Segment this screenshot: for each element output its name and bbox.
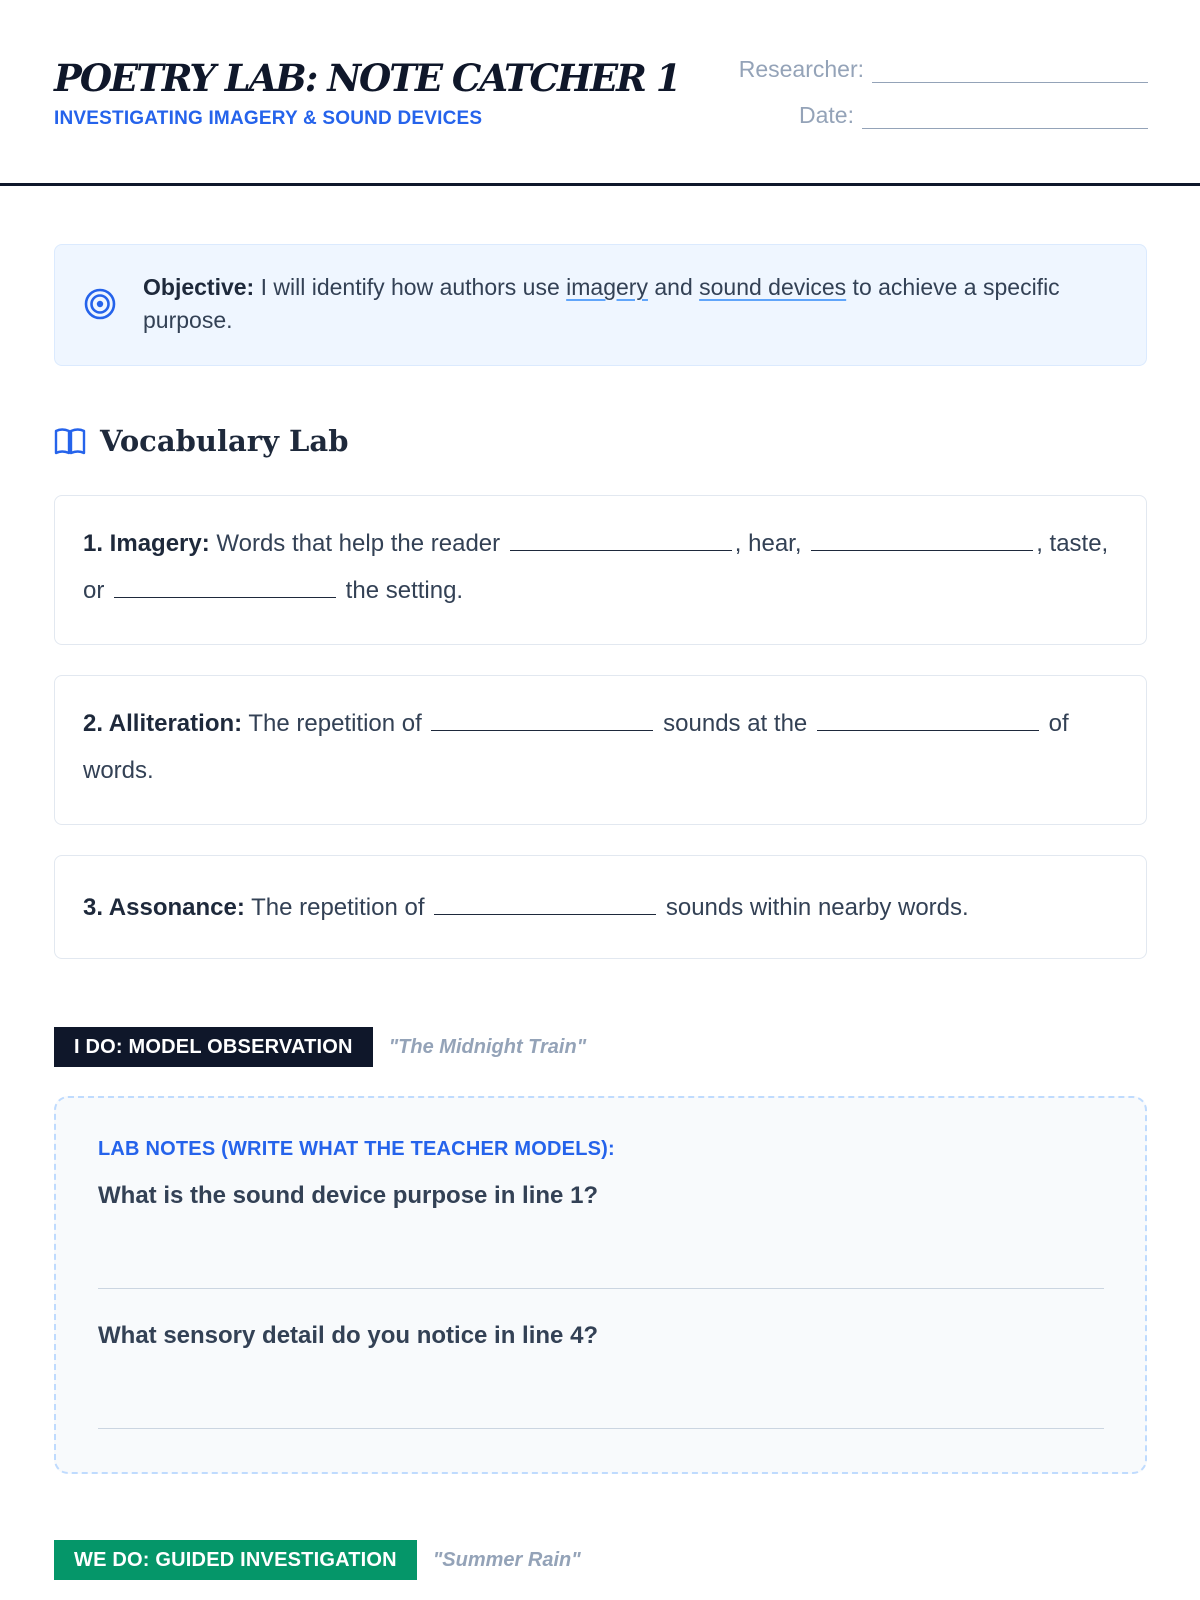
book-icon [54,427,86,455]
i-do-header [54,1027,586,1067]
we-do-header [54,1540,581,1580]
researcher-label: Researcher: [738,56,864,82]
date-input-line[interactable] [862,106,1148,129]
fill-blank[interactable] [817,708,1039,731]
fill-blank[interactable] [434,892,656,915]
lab-notes-label: LAB NOTES (WRITE WHAT THE TEACHER MODELS): [98,1138,615,1160]
objective-text-part: I will identify how authors use [254,274,567,300]
vocab-text: The repetition of [242,710,429,737]
vocab-card-alliteration [54,675,1147,825]
vocab-text: sounds at the [656,710,814,737]
answer-line-1[interactable] [98,1288,1104,1289]
fill-blank[interactable] [811,528,1033,551]
vocab-term: 1. Imagery: [83,530,210,557]
target-icon [83,287,117,321]
researcher-field [739,56,1148,83]
vocab-text: , hear, [734,530,809,557]
objective-text-part: to achieve a specific purpose. [143,274,1060,333]
date-field [799,102,1148,129]
i-do-poem-title: "The Midnight Train" [388,1035,587,1058]
vocabulary-heading [54,424,348,458]
term-sound-devices: sound devices [699,274,847,300]
vocab-card-assonance [54,855,1147,959]
we-do-badge: WE DO: GUIDED INVESTIGATION [54,1540,417,1580]
vocab-text: The repetition of [244,894,432,921]
vocab-text: Words that help the reader [209,530,507,557]
fill-blank[interactable] [510,528,732,551]
vocabulary-title: Vocabulary Lab [100,424,349,458]
vocab-card-imagery [54,495,1147,645]
question-1: What is the sound device purpose in line 1? [98,1182,599,1209]
fill-blank[interactable] [114,575,336,598]
vocab-text: of words. [83,710,1069,784]
objective-box [54,244,1147,366]
page-title: POETRY LAB: NOTE CATCHER 1 [54,56,680,100]
term-imagery: imagery [566,274,648,300]
vocab-text: sounds within nearby words. [659,894,969,921]
vocab-text: , taste, or [83,530,1109,604]
researcher-input-line[interactable] [872,60,1148,83]
lab-notes-box [54,1096,1147,1474]
i-do-badge: I DO: MODEL OBSERVATION [54,1027,373,1067]
we-do-poem-title: "Summer Rain" [432,1548,581,1571]
vocab-term: 2. Alliteration: [83,710,243,737]
vocab-text: the setting. [339,577,464,604]
page-header [0,0,1200,186]
objective-label: Objective: [143,274,255,300]
fill-blank[interactable] [431,708,653,731]
vocab-term: 3. Assonance: [83,894,245,921]
page-subtitle: INVESTIGATING IMAGERY & SOUND DEVICES [54,108,483,129]
date-label: Date: [799,102,854,128]
objective-text-part: and [647,274,700,300]
objective-text [143,271,1103,337]
question-2: What sensory detail do you notice in line 4? [98,1322,599,1349]
answer-line-2[interactable] [98,1428,1104,1429]
